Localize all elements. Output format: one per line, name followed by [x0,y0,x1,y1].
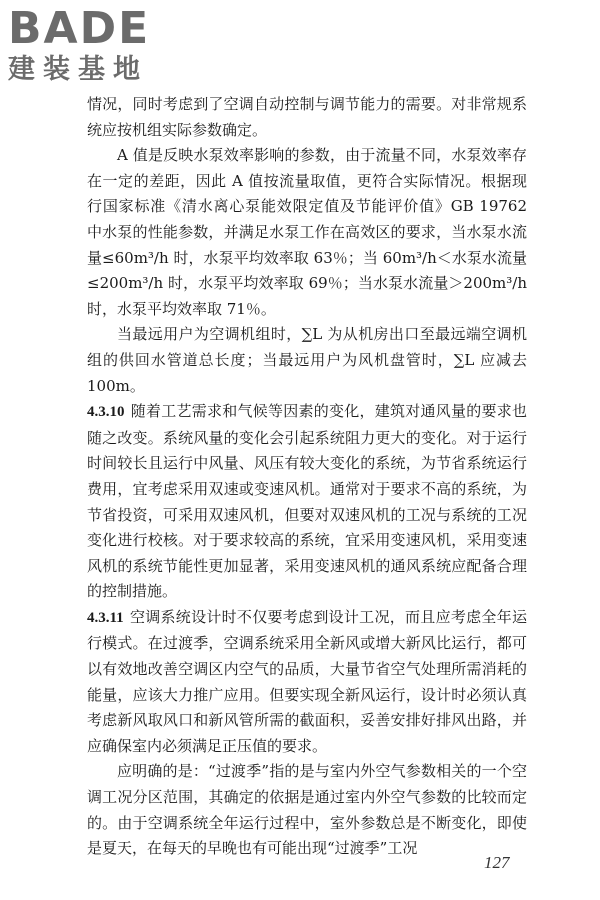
paragraph-text: 随着工艺需求和气候等因素的变化，建筑对通风量的要求也随之改变。系统风量的变化会引起系统阻力更大的变化。对于运行时间较长且运行中风量、风压有较大变化的系统，为节省系统运行费用，宜考虑采用双速或变速风机。通常对于要求不高的系统，为节省投资，可采用双速风机，但要对双速风机的工况与系统的工况变化进行校核。对于要求较高的系统，宜采用变速风机，采用变速风机的系统节能性更加显著，采用变速风机的通风系统应配备合理的控制措施。 [87,402,527,601]
logo-subtitle: 建装基地 [8,54,148,85]
paragraph-text: 空调系统设计时不仅要考虑到设计工况，而且应考虑全年运行模式。在过渡季，空调系统采用全新风或增大新风比运行，都可以有效地改善空调区内空气的品质，大量节省空气处理所需消耗的能量，应该大力推广应用。但要实现全新风运行，设计时必须认真考虑新风取风口和新风管所需的截面积，妥善安排好排风出路，并应确保室内必须满足正压值的要求。 [87,607,527,755]
paragraph-continued [87,92,527,143]
section-4-3-10 [87,399,527,605]
paragraph-text: 情况，同时考虑到了空调自动控制与调节能力的需要。对非常规系统应按机组实际参数确定。 [87,95,527,139]
paragraph-sum-l [87,322,527,399]
paragraph-text: 当最远用户为空调机组时，∑L 为从机房出口至最远端空调机组的供回水管道总长度；当最远用户为风机盘管时，∑L 应减去 100m。 [87,325,527,395]
paragraph-text: 应明确的是：“过渡季”指的是与室内外空气参数相关的一个空调工况分区范围，其确定的依据是通过室内外空气参数的比较而定的。由于空调系统全年运行过程中，室外参数总是不断变化，即使是夏天，在每天的早晚也有可能出现“过渡季”工况 [87,762,527,858]
brand-logo [8,3,178,86]
section-number: 4.3.10 [87,404,125,421]
logo-wordmark: BADE [8,3,151,54]
page-body [87,92,527,862]
section-4-3-11 [87,605,527,760]
paragraph-transition-season [87,759,527,861]
paragraph-a-value [87,143,527,322]
section-number: 4.3.11 [87,609,124,626]
page-number: 127 [484,853,510,872]
paragraph-text: A 值是反映水泵效率影响的参数，由于流量不同，水泵效率存在一定的差距，因此 A 值按流量取值，更符合实际情况。根据现行国家标准《清水离心泵能效限定值及节能评价值》GB 19762 中水泵的性能参数，并满足水泵工作在高效区的要求，当水泵水流量≤60m³/h 时，水泵平均效率取 63％；当 60m³/h＜水泵水流量≤200m³/h 时，水泵平均效率取 69％；当水泵水流量＞200m³/h 时，水泵平均效率取 71％。 [87,146,527,318]
